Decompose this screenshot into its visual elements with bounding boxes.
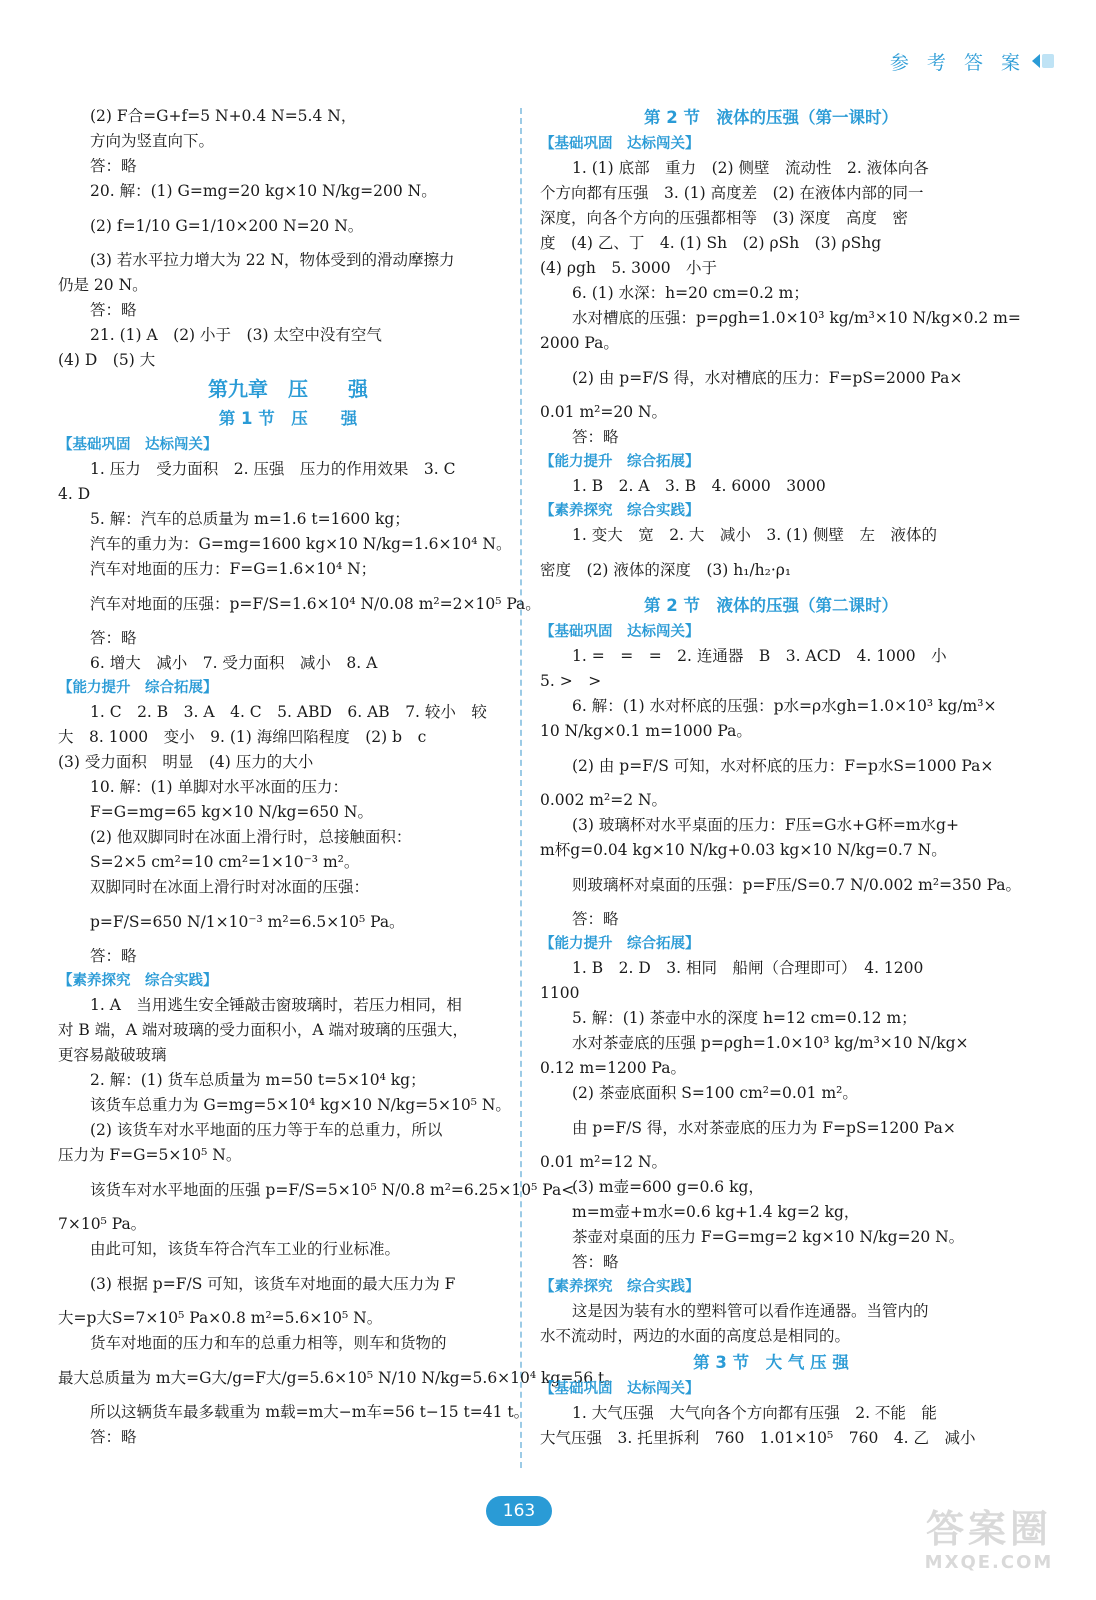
answer-line: 这是因为装有水的塑料管可以看作连通器。当管内的	[572, 1302, 929, 1320]
exercise-band-label: 【素养探究 综合实践】	[540, 1279, 700, 1295]
answer-line: (2) 由 p=F/S 可知，水对杯底的压力：F=p水S=1000 Pa×	[572, 757, 994, 775]
answer-line: (2) f=1/10 G=1/10×200 N=20 N。	[90, 217, 364, 235]
answer-line: 1. 大气压强 大气向各个方向都有压强 2. 不能 能	[572, 1404, 937, 1422]
exercise-band-label: 【素养探究 综合实践】	[540, 503, 700, 519]
answer-line: (3) 受力面积 明显 (4) 压力的大小	[58, 753, 314, 771]
answer-line: 压力为 F=G=5×10⁵ N。	[58, 1146, 242, 1164]
answer-line: m杯g=0.04 kg×10 N/kg+0.03 kg×10 N/kg=0.7 N。	[540, 841, 947, 859]
answer-line: 1. C 2. B 3. A 4. C 5. ABD 6. AB 7. 较小 较	[90, 703, 487, 721]
watermark-logo-text: 答案圈	[925, 1507, 1052, 1551]
exercise-band-label: 【基础巩固 达标闯关】	[58, 437, 218, 453]
answer-line: (4) D (5) 大	[58, 351, 156, 369]
chapter-heading: 第九章 压 强	[208, 377, 368, 401]
answer-line: 深度，向各个方向的压强都相等 (3) 深度 高度 密	[540, 209, 908, 227]
answer-line: m=m壶+m水=0.6 kg+1.4 kg=2 kg，	[572, 1203, 860, 1221]
answer-line: 21. (1) A (2) 小于 (3) 太空中没有空气	[90, 326, 382, 344]
answer-line: (3) m壶=600 g=0.6 kg，	[572, 1178, 764, 1196]
exercise-band-label: 【素养探究 综合实践】	[58, 973, 218, 989]
answer-line: 6. 增大 减小 7. 受力面积 减小 8. A	[90, 654, 378, 672]
right-column	[540, 104, 1022, 1451]
answer-line: 大=p大S=7×10⁵ Pa×0.8 m²=5.6×10⁵ N。	[58, 1309, 383, 1327]
answer-line: F=G=mg=65 kg×10 N/kg=650 N。	[90, 803, 373, 821]
exercise-band-label: 【基础巩固 达标闯关】	[540, 624, 700, 640]
answer-line: 2. 解：(1) 货车总质量为 m=50 t=5×10⁴ kg；	[90, 1071, 426, 1089]
answer-line: 所以这辆货车最多载重为 m载=m大−m车=56 t−15 t=41 t。	[90, 1403, 530, 1421]
answer-line: 5. 解：(1) 茶壶中水的深度 h=12 cm=0.12 m；	[572, 1009, 917, 1027]
answer-line: 10 N/kg×0.1 m=1000 Pa。	[540, 722, 752, 740]
answer-line: (3) 若水平拉力增大为 22 N，物体受到的滑动摩擦力	[90, 251, 455, 269]
watermark-url: MXQE.COM	[924, 1552, 1054, 1573]
answer-line: 答：略	[572, 428, 619, 446]
section-heading: 第 3 节 大 气 压 强	[693, 1353, 849, 1372]
answer-line: 更容易敲破玻璃	[58, 1046, 167, 1064]
answer-line: 答：略	[90, 157, 137, 175]
answer-line: 1. B 2. A 3. B 4. 6000 3000	[572, 477, 826, 495]
answer-line: 答：略	[90, 301, 137, 319]
answer-line: 1. = = = 2. 连通器 B 3. ACD 4. 1000 小	[572, 647, 947, 665]
answer-line: 4. D	[58, 485, 91, 503]
answer-line: 汽车的重力为：G=mg=1600 kg×10 N/kg=1.6×10⁴ N。	[90, 535, 512, 553]
answer-line: 7×10⁵ Pa。	[58, 1215, 147, 1233]
answer-line: 最大总质量为 m大=G大/g=F大/g=5.6×10⁵ N/10 N/kg=5.6×10⁴ kg=56 t。	[58, 1369, 620, 1387]
answer-line: 0.002 m²=2 N。	[540, 791, 668, 809]
answer-line: 0.01 m²=20 N。	[540, 403, 668, 421]
answer-key-tag: 参 考 答 案	[889, 52, 1026, 74]
site-watermark	[904, 1506, 1074, 1586]
answer-line: 对 B 端，A 端对玻璃的受力面积小，A 端对玻璃的压强大，	[58, 1021, 468, 1039]
answer-line: 则玻璃杯对桌面的压强：p=F压/S=0.7 N/0.002 m²=350 Pa。	[572, 876, 1022, 894]
answer-line: 度 (4) 乙、丁 4. (1) Sh (2) ρSh (3) ρShg	[540, 234, 882, 252]
answer-line: (2) 由 p=F/S 得，水对槽底的压力：F=pS=2000 Pa×	[572, 369, 963, 387]
answer-line: 密度 (2) 液体的深度 (3) h₁/h₂·ρ₁	[540, 561, 792, 579]
answer-line: 该货车对水平地面的压强 p=F/S=5×10⁵ N/0.8 m²=6.25×10⁵ Pa<	[90, 1181, 575, 1199]
answer-line: (3) 根据 p=F/S 可知，该货车对地面的最大压力为 F	[90, 1275, 456, 1293]
answer-line: 1. 压力 受力面积 2. 压强 压力的作用效果 3. C	[90, 460, 456, 478]
answer-line: 10. 解：(1) 单脚对水平冰面的压力：	[90, 778, 348, 796]
answer-line: 个方向都有压强 3. (1) 高度差 (2) 在液体内部的同一	[540, 184, 924, 202]
answer-line: 汽车对地面的压强：p=F/S=1.6×10⁴ N/0.08 m²=2×10⁵ Pa。	[90, 595, 541, 613]
answer-line: p=F/S=650 N/1×10⁻³ m²=6.5×10⁵ Pa。	[90, 913, 405, 931]
answer-line: 0.01 m²=12 N。	[540, 1153, 668, 1171]
answer-line: 1. 变大 宽 2. 大 减小 3. (1) 侧壁 左 液体的	[572, 526, 938, 544]
answer-line: 答：略	[90, 947, 137, 965]
answer-line: 货车对地面的压力和车的总重力相等，则车和货物的	[90, 1334, 447, 1352]
answer-line: (2) F合=G+f=5 N+0.4 N=5.4 N，	[90, 107, 357, 125]
answer-line: 茶壶对桌面的压力 F=G=mg=2 kg×10 N/kg=20 N。	[572, 1228, 965, 1246]
section-heading: 第 2 节 液体的压强（第一课时）	[644, 108, 898, 127]
answer-line: S=2×5 cm²=10 cm²=1×10⁻³ m²。	[90, 853, 360, 871]
answer-line: 方向为竖直向下。	[90, 132, 215, 150]
answer-line: 1100	[540, 984, 580, 1002]
answer-line: (3) 玻璃杯对水平桌面的压力：F压=G水+G杯=m水g+	[572, 816, 959, 834]
answer-line: 双脚同时在冰面上滑行时对冰面的压强：	[90, 878, 370, 896]
answer-line: 大气压强 3. 托里拆利 760 1.01×10⁵ 760 4. 乙 减小	[540, 1429, 976, 1447]
answer-line: 1. (1) 底部 重力 (2) 侧壁 流动性 2. 液体向各	[572, 159, 929, 177]
answer-line: 水不流动时，两边的水面的高度总是相同的。	[540, 1327, 851, 1345]
exercise-band-label: 【基础巩固 达标闯关】	[540, 136, 700, 152]
answer-line: 5. > >	[540, 672, 602, 690]
column-divider	[520, 108, 522, 1468]
answer-line: 2000 Pa。	[540, 334, 619, 352]
answer-line: 0.12 m=1200 Pa。	[540, 1059, 686, 1077]
book-icon	[1030, 52, 1056, 70]
answer-line: 答：略	[90, 1428, 137, 1446]
answer-line: 由此可知，该货车符合汽车工业的行业标准。	[90, 1240, 401, 1258]
answer-line: 答：略	[572, 1253, 619, 1271]
answer-line: (2) 他双脚同时在冰面上滑行时，总接触面积：	[90, 828, 412, 846]
answer-line: 5. 解：汽车的总质量为 m=1.6 t=1600 kg；	[90, 510, 410, 528]
answer-line: (2) 该货车对水平地面的压力等于车的总重力，所以	[90, 1121, 443, 1139]
section-heading: 第 2 节 液体的压强（第二课时）	[644, 596, 898, 615]
answer-line: 汽车对地面的压力：F=G=1.6×10⁴ N；	[90, 560, 377, 578]
answer-line: 大 8. 1000 变小 9. (1) 海绵凹陷程度 (2) b c	[58, 728, 427, 746]
answer-line: 1. B 2. D 3. 相同 船闸（合理即可） 4. 1200	[572, 959, 924, 977]
exercise-band-label: 【能力提升 综合拓展】	[58, 680, 218, 696]
answer-line: 答：略	[572, 910, 619, 928]
page-number: 163	[486, 1496, 552, 1526]
answer-line: 由 p=F/S 得，水对茶壶底的压力为 F=pS=1200 Pa×	[572, 1119, 956, 1137]
answer-line: (2) 茶壶底面积 S=100 cm²=0.01 m²。	[572, 1084, 858, 1102]
answer-line: 仍是 20 N。	[58, 276, 148, 294]
exercise-band-label: 【能力提升 综合拓展】	[540, 454, 700, 470]
answer-line: (4) ρgh 5. 3000 小于	[540, 259, 718, 277]
answer-line: 答：略	[90, 629, 137, 647]
section-heading: 第 1 节 压 强	[218, 409, 358, 428]
answer-line: 水对茶壶底的压强 p=ρgh=1.0×10³ kg/m³×10 N/kg×	[572, 1034, 969, 1052]
answer-line: 该货车总重力为 G=mg=5×10⁴ kg×10 N/kg=5×10⁵ N。	[90, 1096, 511, 1114]
exercise-band-label: 【能力提升 综合拓展】	[540, 936, 700, 952]
answer-line: 6. (1) 水深：h=20 cm=0.2 m；	[572, 284, 809, 302]
answer-line: 水对槽底的压强：p=ρgh=1.0×10³ kg/m³×10 N/kg×0.2 m=	[572, 309, 1021, 327]
answer-line: 6. 解：(1) 水对杯底的压强：p水=ρ水gh=1.0×10³ kg/m³×	[572, 697, 997, 715]
exercise-band-label: 【基础巩固 达标闯关】	[540, 1381, 700, 1397]
answer-line: 20. 解：(1) G=mg=20 kg×10 N/kg=200 N。	[90, 182, 437, 200]
answer-line: 1. A 当用逃生安全锤敲击窗玻璃时，若压力相同，相	[90, 996, 462, 1014]
